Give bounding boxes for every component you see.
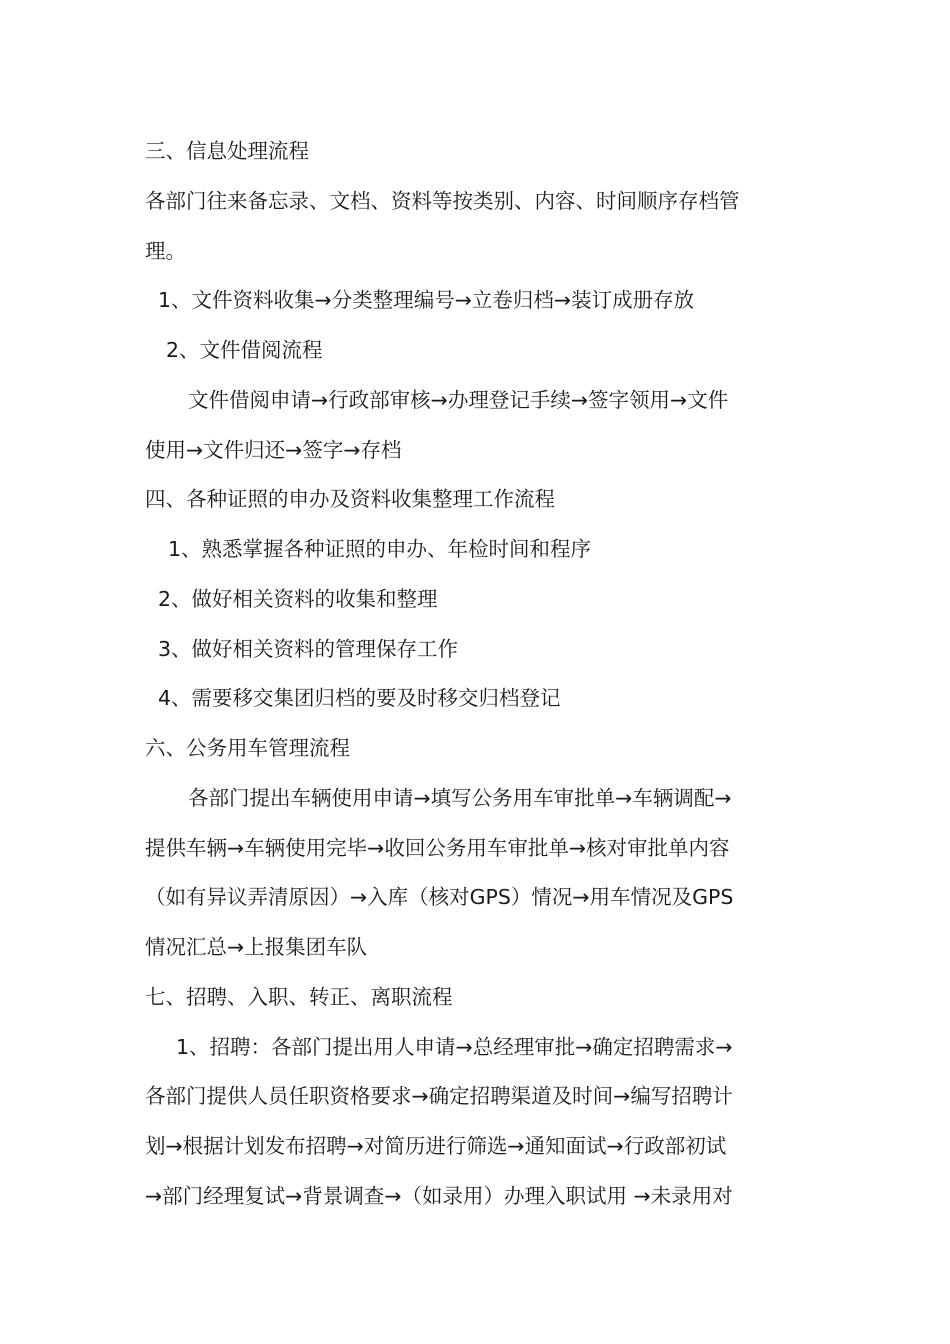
paragraph-line: 情况汇总→上报集团车队 [145, 935, 368, 959]
paragraph-line: 各部门提出车辆使用申请→填写公务用车审批单→车辆调配→ [188, 786, 732, 810]
paragraph-line: 各部门往来备忘录、文档、资料等按类别、内容、时间顺序存档管 [145, 189, 740, 213]
paragraph-line: 使用→文件归还→签字→存档 [145, 438, 402, 462]
section-heading-3: 三、信息处理流程 [145, 139, 309, 163]
section-heading-4: 四、各种证照的申办及资料收集整理工作流程 [145, 487, 555, 511]
paragraph-line: （如有异议弄清原因）→入库（核对GPS）情况→用车情况及GPS [145, 885, 734, 909]
paragraph-line: 文件借阅申请→行政部审核→办理登记手续→签字领用→文件 [188, 388, 729, 412]
list-item: 2、做好相关资料的收集和整理 [158, 587, 438, 611]
list-item: 4、需要移交集团归档的要及时移交归档登记 [158, 686, 561, 710]
section-heading-7: 七、招聘、入职、转正、离职流程 [145, 985, 453, 1009]
list-item: 2、文件借阅流程 [166, 338, 323, 362]
list-item: 3、做好相关资料的管理保存工作 [158, 637, 459, 661]
paragraph-line: 1、招聘：各部门提出用人申请→总经理审批→确定招聘需求→ [176, 1035, 733, 1059]
paragraph-line: 理。 [145, 239, 186, 263]
list-item: 1、文件资料收集→分类整理编号→立卷归档→装订成册存放 [158, 288, 695, 312]
section-heading-6: 六、公务用车管理流程 [145, 736, 350, 760]
paragraph-line: →部门经理复试→背景调查→（如录用）办理入职试用 →未录用对 [145, 1184, 733, 1208]
list-item: 1、熟悉掌握各种证照的申办、年检时间和程序 [168, 537, 592, 561]
paragraph-line: 提供车辆→车辆使用完毕→收回公务用车审批单→核对审批单内容 [145, 836, 730, 860]
paragraph-line: 各部门提供人员任职资格要求→确定招聘渠道及时间→编写招聘计 [145, 1084, 733, 1108]
paragraph-line: 划→根据计划发布招聘→对简历进行筛选→通知面试→行政部初试 [145, 1134, 727, 1158]
